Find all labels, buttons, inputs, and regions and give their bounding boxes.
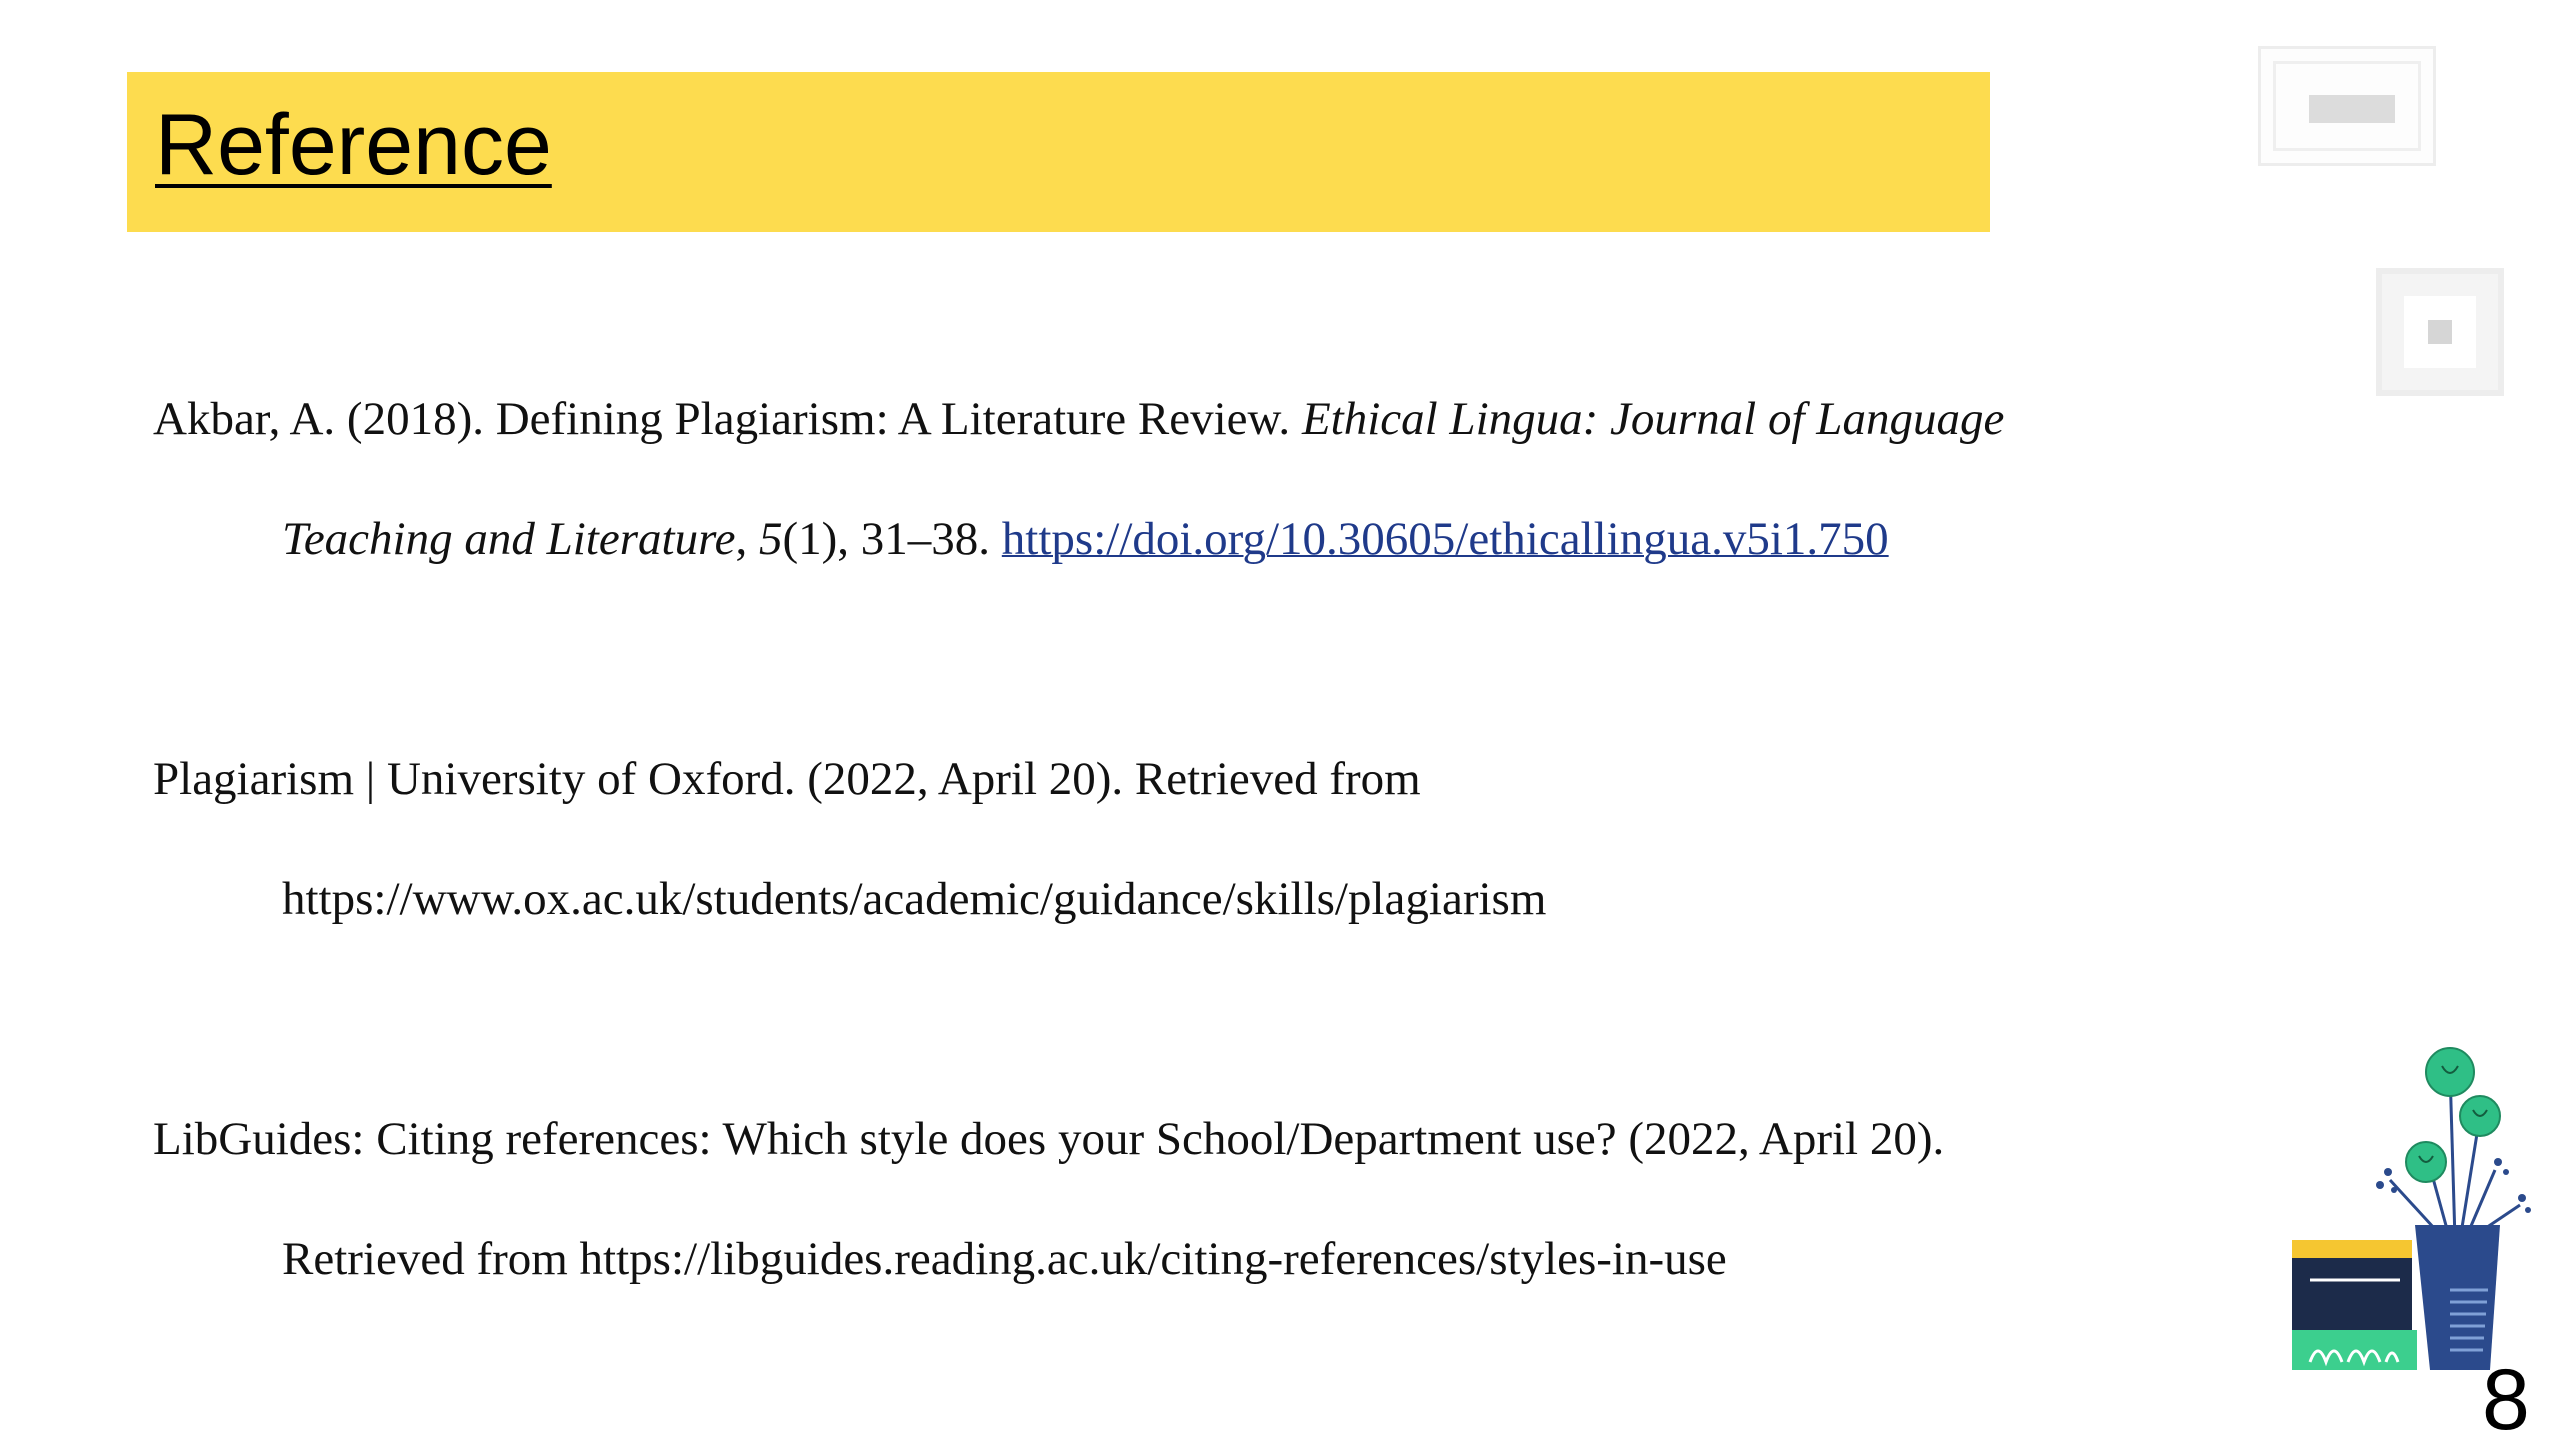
reference-2-line-2: https://www.ox.ac.uk/students/academic/guidance/skills/plagiarism (282, 873, 1547, 925)
potted-plant-books-illustration (2290, 1040, 2540, 1380)
reference-1-line-2: Teaching and Literature, 5(1), 31–38. https://doi.org/10.30605/ethicallingua.v5i1.750 (282, 513, 1889, 565)
reference-1-line-1 (153, 391, 2004, 447)
page-title: Reference (155, 97, 552, 193)
reference-2-line-1: Plagiarism | University of Oxford. (2022, April 20). Retrieved from (153, 753, 1421, 805)
reference-1-volume: 5 (758, 513, 783, 565)
reference-1-authors-title: Akbar, A. (2018). Defining Plagiarism: A Literature Review. (153, 393, 1302, 445)
page-number: 8 (2482, 1352, 2530, 1448)
reference-1-journal-cont: Teaching and Literature (282, 513, 736, 565)
reference-3-line-1: LibGuides: Citing references: Which style does your School/Department use? (2022, April 20). (153, 1113, 1945, 1165)
reference-3-line-2: Retrieved from https://libguides.reading.ac.uk/citing-references/styles-in-use (282, 1233, 1727, 1285)
square-frame-icon (2376, 268, 2504, 396)
title-band (127, 72, 1990, 232)
picture-frame-icon (2258, 46, 2436, 166)
reference-1-pages: (1), 31–38. (782, 513, 1002, 565)
reference-1-doi-link[interactable]: https://doi.org/10.30605/ethicallingua.v5i1.750 (1001, 513, 1889, 565)
reference-1-journal: Ethical Lingua: Journal of Language (1301, 393, 2005, 445)
